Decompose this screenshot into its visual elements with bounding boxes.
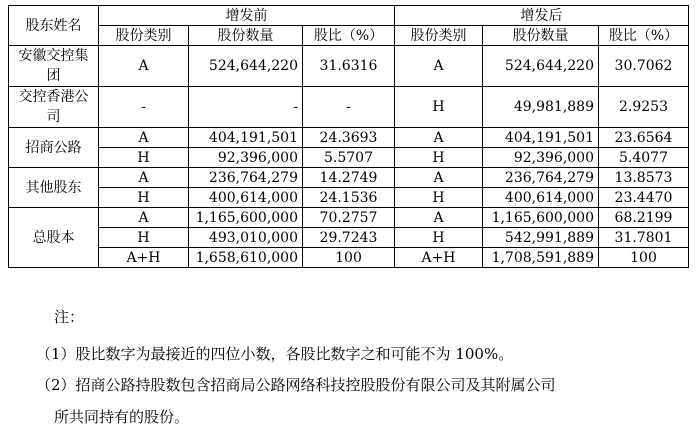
note-1: （1）股比数字为最接近的四位小数，各股比数字之和可能不为 100%。 — [36, 345, 514, 363]
shareholding-table — [8, 5, 689, 268]
after-type-cell: A — [395, 208, 483, 228]
header-before-share-ratio: 股比（%） — [303, 26, 395, 46]
after-count-cell: 92,396,000 — [483, 148, 599, 168]
after-count-cell: 404,191,501 — [483, 128, 599, 148]
after-ratio-cell: 2.9253 — [599, 87, 689, 128]
table-row — [9, 228, 689, 248]
after-ratio-cell: 31.7801 — [599, 228, 689, 248]
holder-name-cell: 招商公路 — [9, 128, 99, 168]
after-type-cell: H — [395, 87, 483, 128]
before-ratio-cell: 29.7243 — [303, 228, 395, 248]
after-count-cell: 400,614,000 — [483, 188, 599, 208]
after-count-cell: 236,764,279 — [483, 168, 599, 188]
after-count-cell: 1,165,600,000 — [483, 208, 599, 228]
after-type-cell: H — [395, 148, 483, 168]
before-type-cell: - — [99, 87, 189, 128]
after-ratio-cell: 5.4077 — [599, 148, 689, 168]
after-ratio-cell: 68.2199 — [599, 208, 689, 228]
before-ratio-cell: 24.3693 — [303, 128, 395, 148]
after-ratio-cell: 23.6564 — [599, 128, 689, 148]
header-row-1 — [9, 6, 689, 26]
header-row-2 — [9, 26, 689, 46]
holder-name-cell: 总股本 — [9, 208, 99, 268]
header-before-issue: 增发前 — [99, 6, 395, 26]
table-row — [9, 188, 689, 208]
before-count-cell: 1,658,610,000 — [189, 248, 303, 268]
before-count-cell: 524,644,220 — [189, 46, 303, 87]
header-after-share-ratio: 股比（%） — [599, 26, 689, 46]
after-count-cell: 49,981,889 — [483, 87, 599, 128]
before-type-cell: H — [99, 148, 189, 168]
before-count-cell: 92,396,000 — [189, 148, 303, 168]
before-ratio-cell: 100 — [303, 248, 395, 268]
header-after-share-type: 股份类别 — [395, 26, 483, 46]
after-ratio-cell: 100 — [599, 248, 689, 268]
before-count-cell: 404,191,501 — [189, 128, 303, 148]
holder-name-cell: 其他股东 — [9, 168, 99, 208]
before-type-cell: H — [99, 188, 189, 208]
table-row — [9, 128, 689, 148]
after-type-cell: A — [395, 168, 483, 188]
after-ratio-cell: 30.7062 — [599, 46, 689, 87]
header-after-issue: 增发后 — [395, 6, 689, 26]
after-type-cell: A — [395, 46, 483, 87]
table-row — [9, 148, 689, 168]
table-row — [9, 168, 689, 188]
after-ratio-cell: 23.4470 — [599, 188, 689, 208]
after-count-cell: 524,644,220 — [483, 46, 599, 87]
before-ratio-cell: 24.1536 — [303, 188, 395, 208]
header-before-share-count: 股份数量 — [189, 26, 303, 46]
after-type-cell: H — [395, 188, 483, 208]
before-ratio-cell: 14.2749 — [303, 168, 395, 188]
table-row — [9, 248, 689, 268]
after-count-cell: 1,708,591,889 — [483, 248, 599, 268]
after-type-cell: H — [395, 228, 483, 248]
header-after-share-count: 股份数量 — [483, 26, 599, 46]
before-count-cell: 1,165,600,000 — [189, 208, 303, 228]
before-ratio-cell: 31.6316 — [303, 46, 395, 87]
before-ratio-cell: - — [303, 87, 395, 128]
table-row — [9, 87, 689, 128]
before-ratio-cell: 70.2757 — [303, 208, 395, 228]
after-type-cell: A — [395, 128, 483, 148]
holder-name-cell: 安徽交控集团 — [9, 46, 99, 87]
before-ratio-cell: 5.5707 — [303, 148, 395, 168]
before-count-cell: - — [189, 87, 303, 128]
note-2-line-1: （2）招商公路持股数包含招商局公路网络科技控股股份有限公司及其附属公司 — [36, 376, 556, 394]
header-holder-name: 股东姓名 — [9, 6, 99, 46]
note-2-line-2: 所共同持有的股份。 — [54, 408, 190, 426]
after-type-cell: A+H — [395, 248, 483, 268]
before-type-cell: A+H — [99, 248, 189, 268]
before-type-cell: A — [99, 168, 189, 188]
notes-heading: 注： — [54, 308, 85, 326]
before-type-cell: H — [99, 228, 189, 248]
before-count-cell: 236,764,279 — [189, 168, 303, 188]
after-count-cell: 542,991,889 — [483, 228, 599, 248]
before-count-cell: 493,010,000 — [189, 228, 303, 248]
table-row — [9, 208, 689, 228]
before-type-cell: A — [99, 128, 189, 148]
before-type-cell: A — [99, 208, 189, 228]
table-row — [9, 46, 689, 87]
before-type-cell: A — [99, 46, 189, 87]
holder-name-cell: 交控香港公司 — [9, 87, 99, 128]
after-ratio-cell: 13.8573 — [599, 168, 689, 188]
before-count-cell: 400,614,000 — [189, 188, 303, 208]
header-before-share-type: 股份类别 — [99, 26, 189, 46]
